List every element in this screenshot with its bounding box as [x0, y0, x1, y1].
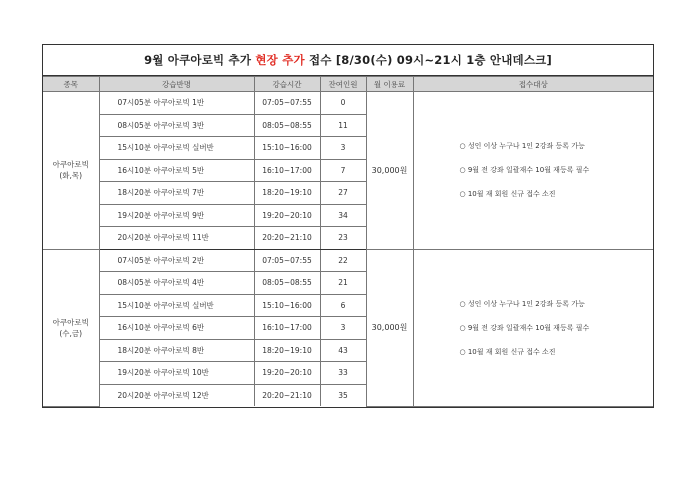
- class-time-cell: 07:05~07:55: [254, 249, 320, 272]
- class-time-cell: 15:10~16:00: [254, 294, 320, 317]
- header-eligibility: 접수대상: [413, 77, 653, 92]
- remaining-cell: 27: [320, 182, 366, 205]
- class-time-cell: 08:05~08:55: [254, 272, 320, 295]
- class-name-cell: 19시20분 아쿠아로빅 9반: [99, 204, 254, 227]
- class-name-cell: 20시20분 아쿠아로빅 11반: [99, 227, 254, 250]
- eligibility-line: ○ 10월 재 회원 신규 접수 소진: [459, 190, 556, 199]
- category-cell: 아쿠아로빅 (화,목): [43, 92, 99, 250]
- monthly-fee-cell: 30,000원: [366, 249, 413, 406]
- class-time-cell: 08:05~08:55: [254, 114, 320, 137]
- schedule-table: [43, 76, 653, 407]
- remaining-cell: 21: [320, 272, 366, 295]
- remaining-cell: 43: [320, 339, 366, 362]
- header-class-name: 강습반명: [99, 77, 254, 92]
- remaining-cell: 7: [320, 159, 366, 182]
- class-time-cell: 20:20~21:10: [254, 384, 320, 406]
- class-name-cell: 18시20분 아쿠아로빅 8반: [99, 339, 254, 362]
- class-name-cell: 15시10분 아쿠아로빅 실버반: [99, 294, 254, 317]
- table-header-row: [43, 77, 653, 92]
- class-time-cell: 15:10~16:00: [254, 137, 320, 160]
- eligibility-cell: [413, 249, 653, 406]
- eligibility-line: ○ 성인 이상 누구나 1인 2강좌 등록 가능: [459, 142, 585, 151]
- title-highlight: 현장 추가: [255, 53, 305, 67]
- class-time-cell: 18:20~19:10: [254, 182, 320, 205]
- title-prefix: 9월 아쿠아로빅 추가: [144, 53, 256, 67]
- remaining-cell: 3: [320, 317, 366, 340]
- remaining-cell: 22: [320, 249, 366, 272]
- class-name-cell: 19시20분 아쿠아로빅 10반: [99, 362, 254, 385]
- notice-sheet: [42, 44, 654, 408]
- class-name-cell: 16시10분 아쿠아로빅 5반: [99, 159, 254, 182]
- class-name-cell: 15시10분 아쿠아로빅 실버반: [99, 137, 254, 160]
- remaining-cell: 0: [320, 92, 366, 115]
- remaining-cell: 35: [320, 384, 366, 406]
- eligibility-cell: [413, 92, 653, 250]
- header-monthly-fee: 월 이용료: [366, 77, 413, 92]
- header-remaining: 잔여인원: [320, 77, 366, 92]
- class-name-cell: 20시20분 아쿠아로빅 12반: [99, 384, 254, 406]
- class-name-cell: 08시05분 아쿠아로빅 4반: [99, 272, 254, 295]
- remaining-cell: 6: [320, 294, 366, 317]
- eligibility-line: ○ 9월 전 강좌 일괄재수 10월 재등록 필수: [459, 323, 590, 332]
- class-name-cell: 18시20분 아쿠아로빅 7반: [99, 182, 254, 205]
- remaining-cell: 3: [320, 137, 366, 160]
- class-name-cell: 16시10분 아쿠아로빅 6반: [99, 317, 254, 340]
- remaining-cell: 11: [320, 114, 366, 137]
- remaining-cell: 33: [320, 362, 366, 385]
- class-time-cell: 07:05~07:55: [254, 92, 320, 115]
- remaining-cell: 34: [320, 204, 366, 227]
- class-time-cell: 18:20~19:10: [254, 339, 320, 362]
- class-time-cell: 16:10~17:00: [254, 317, 320, 340]
- class-name-cell: 08시05분 아쿠아로빅 3반: [99, 114, 254, 137]
- class-name-cell: 07시05분 아쿠아로빅 2반: [99, 249, 254, 272]
- category-cell: 아쿠아로빅 (수,금): [43, 249, 99, 406]
- class-time-cell: 19:20~20:10: [254, 204, 320, 227]
- eligibility-line: ○ 성인 이상 누구나 1인 2강좌 등록 가능: [459, 299, 585, 308]
- eligibility-line: ○ 9월 전 강좌 일괄재수 10월 재등록 필수: [459, 166, 590, 175]
- title-suffix: 접수 [8/30(수) 09시~21시 1층 안내데스크]: [304, 53, 552, 67]
- class-time-cell: 16:10~17:00: [254, 159, 320, 182]
- class-time-cell: 20:20~21:10: [254, 227, 320, 250]
- class-name-cell: 07시05분 아쿠아로빅 1반: [99, 92, 254, 115]
- table-row: [43, 249, 653, 272]
- header-class-time: 강습시간: [254, 77, 320, 92]
- table-body: [43, 92, 653, 407]
- monthly-fee-cell: 30,000원: [366, 92, 413, 250]
- notice-title: [43, 45, 653, 76]
- class-time-cell: 19:20~20:10: [254, 362, 320, 385]
- eligibility-line: ○ 10월 재 회원 신규 접수 소진: [459, 347, 556, 356]
- header-category: 종목: [43, 77, 99, 92]
- remaining-cell: 23: [320, 227, 366, 250]
- table-row: [43, 92, 653, 115]
